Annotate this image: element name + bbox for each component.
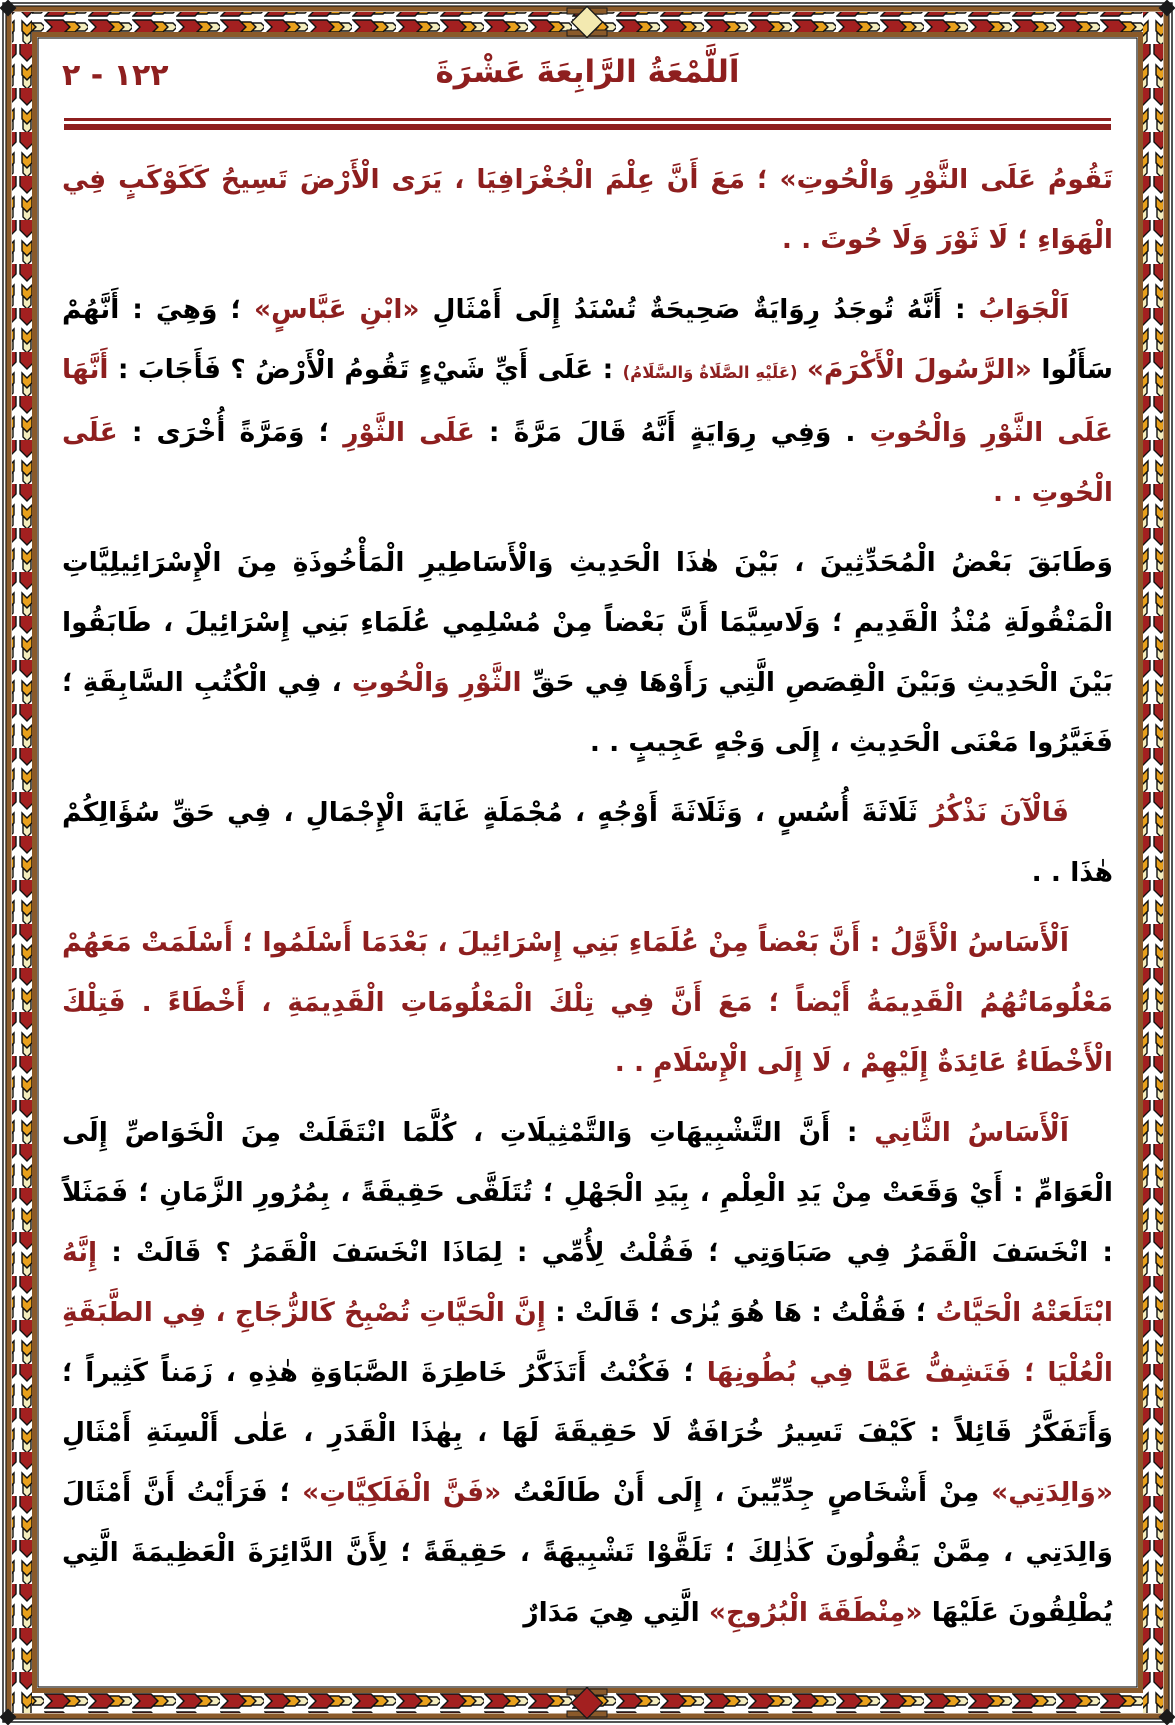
page-header xyxy=(62,50,1113,112)
highlighted-text-run: عَلَى الْحُوتِ . . xyxy=(62,417,1113,508)
text-run: ثَلَاثَةَ أُسُسٍ ، وَثَلَاثَةَ أَوْجُهٍ ، مُجْمَلَةٍ غَايَةَ الْإِجْمَالِ ، فِي حَقِّ سُؤَالِكُمْ هٰذَا . . xyxy=(62,797,1113,888)
highlighted-text-run: «الرَّسُولَ الْأَكْرَمَ» xyxy=(806,354,1032,385)
highlighted-text-run: «مِنْطَقَةَ الْبُرُوجِ» xyxy=(708,1597,923,1628)
highlighted-text-run: عَلَى الثَّوْرِ xyxy=(343,417,475,448)
text-run: . وَفِي رِوَايَةٍ أَنَّهُ قَالَ مَرَّةً : xyxy=(474,417,870,448)
highlighted-text-run: اَلْجَوَابُ xyxy=(978,294,1069,325)
paragraph xyxy=(62,533,1113,773)
body-text xyxy=(62,150,1113,1643)
highlighted-text-run: إِنَّهُ ابْتَلَعَتْهُ الْحَيَّاتُ xyxy=(62,1237,1113,1328)
divider-thick-line xyxy=(64,124,1111,130)
text-run: وَطَابَقَ بَعْضُ الْمُحَدِّثِينَ ، بَيْنَ هٰذَا الْحَدِيثِ وَالْأَسَاطِيرِ الْمَأْخُوذَةِ مِنَ الْإِسْرَائِيلِيَّاتِ الْمَنْقُولَةِ مُنْذُ الْقَدِيمِ ؛ وَلَاسِيَّمَا أَنَّ بَعْضاً مِنْ مُسْلِمِي عُلَمَاءِ بَنِي إِسْرَائِيلَ ، طَابَقُوا بَيْنَ الْحَدِيثِ وَبَيْنَ الْقِصَصِ الَّتِي رَأَوْهَا فِي حَقِّ xyxy=(62,547,1113,698)
text-run: ؛ وَهِيَ : أَنَّهُمْ سَأَلُوا xyxy=(62,294,1113,385)
text-run: : عَلَى أَيِّ شَيْءٍ تَقُومُ الْأَرْضُ ؟ فَأَجَابَ : xyxy=(108,354,623,385)
page-title: اَللَّمْعَةُ الرَّابِعَةَ عَشْرَةَ xyxy=(435,54,740,90)
highlighted-text-run: فَالْآنَ نَذْكُرُ xyxy=(930,797,1069,828)
highlighted-text-run: أَنَّهَا عَلَى الثَّوْرِ وَالْحُوتِ xyxy=(62,354,1113,448)
text-run: ؛ فَقُلْتُ : هَا هُوَ يُرٰى ؛ قَالَتْ : xyxy=(545,1297,936,1328)
highlighted-text-run: الثَّوْرِ وَالْحُوتِ xyxy=(351,667,522,698)
page-content xyxy=(62,50,1113,1671)
paragraph xyxy=(62,913,1113,1093)
paragraph xyxy=(62,1103,1113,1643)
highlighted-text-run: إِنَّ الْحَيَّاتِ تُصْبِحُ كَالزُّجَاجِ ، فِي الطَّبَقَةِ الْعُلْيَا ؛ فَتَشِفُّ عَمَّا فِي بُطُونِهَا xyxy=(62,1297,1113,1388)
paragraph xyxy=(62,783,1113,903)
paragraph xyxy=(62,280,1113,523)
bottom-center-ornament xyxy=(567,1687,607,1718)
top-center-ornament xyxy=(567,6,607,37)
paragraph xyxy=(62,150,1113,270)
highlighted-text-run: «ابْنِ عَبَّاسٍ» xyxy=(254,294,420,325)
text-run: مِنْ أَشْخَاصٍ جِدِّيِّينَ ، إِلَى أَنْ طَالَعْتُ xyxy=(501,1477,992,1508)
highlighted-text-run: اَلْأَسَاسُ الْأَوَّلُ : أَنَّ بَعْضاً مِنْ عُلَمَاءِ بَنِي إِسْرَائِيلَ ، بَعْدَمَا أَسْلَمُوا ؛ أَسْلَمَتْ مَعَهُمْ مَعْلُومَاتُهُمُ الْقَدِيمَةُ أَيْضاً ؛ مَعَ أَنَّ فِي تِلْكَ الْمَعْلُومَاتِ الْقَدِيمَةِ ، أَخْطَاءً . فَتِلْكَ الْأَخْطَاءُ عَائِدَةٌ إِلَيْهِمْ ، لَا إِلَى الْإِسْلَامِ . . xyxy=(62,927,1113,1078)
text-run: ؛ فَكُنْتُ أَتَذَكَّرُ خَاطِرَةَ الصَّبَاوَةِ هٰذِهِ ، زَمَناً كَثِيراً ؛ وَأَتَفَكَّرُ قَائِلاً : كَيْفَ تَسِيرُ خُرَافَةٌ لَا حَقِيقَةَ لَهَا ، بِهٰذَا الْقَدَرِ ، عَلٰى أَلْسِنَةِ أَمْثَالِ xyxy=(62,1357,1113,1448)
text-run: الَّتِي هِيَ مَدَارٌ xyxy=(523,1597,709,1628)
text-run: ؛ فَرَأَيْتُ أَنَّ أَمْثَالَ وَالِدَتِي ، مِمَّنْ يَقُولُونَ كَذٰلِكَ ؛ تَلَقَّوْا تَشْبِيهَةً ، حَقِيقَةً ؛ لِأَنَّ الدَّائِرَةَ الْعَظِيمَةَ الَّتِي يُطْلِقُونَ عَلَيْهَا xyxy=(62,1477,1113,1628)
text-run: ، فِي الْكُتُبِ السَّابِقَةِ ؛ فَغَيَّرُوا مَعْنَى الْحَدِيثِ ، إِلَى وَجْهٍ عَجِيبٍ . . xyxy=(62,667,1113,758)
highlighted-text-run: «فَنَّ الْفَلَكِيَّاتِ» xyxy=(302,1477,502,1508)
highlighted-text-run: اَلْأَسَاسُ الثَّانِي xyxy=(874,1117,1069,1148)
page-number: ١٢٢ - ٢ xyxy=(62,58,169,93)
text-run: ؛ وَمَرَّةً أُخْرَى : xyxy=(117,417,344,448)
highlighted-text-run: تَقُومُ عَلَى الثَّوْرِ وَالْحُوتِ» ؛ مَعَ أَنَّ عِلْمَ الْجُغْرَافِيَا ، يَرَى الْأَرْضَ تَسِيحُ كَكَوْكَبٍ فِي الْهَوَاءِ ؛ لَا ثَوْرَ وَلَا حُوتَ . . xyxy=(62,164,1113,255)
divider-thin-line xyxy=(64,118,1111,121)
text-run: : أَنَّهُ تُوجَدُ رِوَايَةٌ صَحِيحَةٌ تُسْنَدُ إِلَى أَمْثَالِ xyxy=(419,294,979,325)
header-divider xyxy=(64,118,1111,132)
highlighted-text-run: (عَلَيْهِ الصَّلَاةُ وَالسَّلَامُ) xyxy=(622,363,798,382)
text-run: : أَنَّ التَّشْبِيهَاتِ وَالتَّمْثِيلَاتِ ، كُلَّمَا انْتَقَلَتْ مِنَ الْخَوَاصِّ إِلَى الْعَوَامِّ : أَيْ وَقَعَتْ مِنْ يَدِ الْعِلْمِ ، بِيَدِ الْجَهْلِ ؛ تُتَلَقَّى حَقِيقَةً ، بِمُرُورِ الزَّمَانِ ؛ فَمَثَلاً : انْخَسَفَ الْقَمَرُ فِي صَبَاوَتِي ؛ فَقُلْتُ لِأُمِّي : لِمَاذَا انْخَسَفَ الْقَمَرُ ؟ قَالَتْ : xyxy=(62,1117,1113,1268)
text-run xyxy=(797,354,806,385)
highlighted-text-run: «وَالِدَتِي» xyxy=(991,1477,1113,1508)
